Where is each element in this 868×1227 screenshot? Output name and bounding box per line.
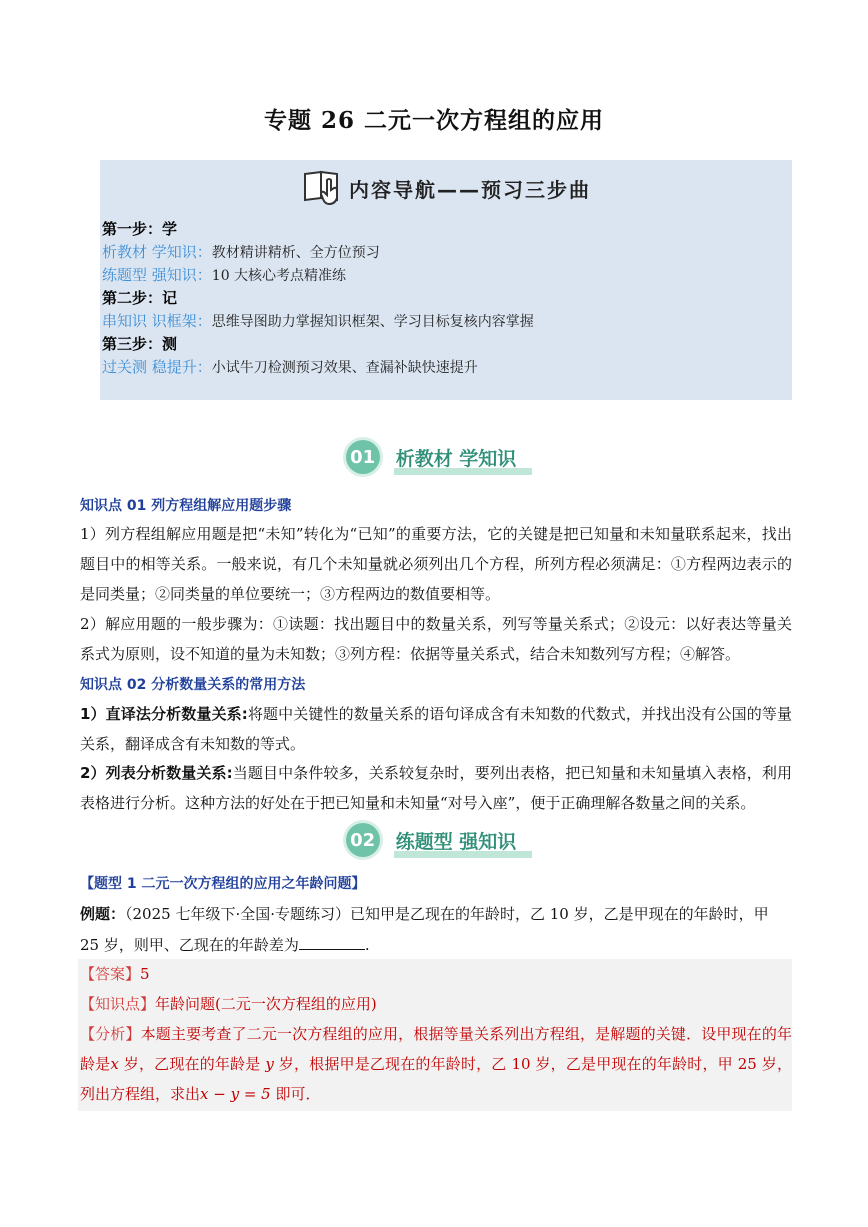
knowledge-paragraph (80, 699, 792, 759)
method-text: 当题目中条件较多，关系较复杂时，要列出表格，把已知量和未知量填入表格，利用表格进行分析。这种方法的好处在于把已知量和未知量“对号入座”，便于正确理解各数量之间的关系。 (80, 764, 792, 812)
nav-item (102, 310, 534, 333)
section-label: 析教材 学知识 (390, 444, 523, 471)
answer-blank (299, 931, 365, 950)
nav-item (102, 356, 534, 379)
method-lead: 1）直译法分析数量关系: (80, 705, 248, 723)
nav-item-tag: 析教材 学知识： (102, 243, 212, 261)
analysis-text: 本题主要考查了二元一次方程组的应用，根据等量关系列出方程组，是解题的关键．设甲现在的年龄是 (80, 1025, 792, 1073)
knowledge-point-row (80, 989, 792, 1019)
analysis-text: 岁，乙现在的年龄是 (118, 1055, 266, 1073)
example-end: . (364, 936, 370, 954)
section-banner-02 (0, 820, 868, 860)
nav-item-desc: 小试牛刀检测预习效果、查漏补缺快速提升 (211, 360, 478, 376)
section-banner-01 (0, 437, 868, 477)
example-question (80, 899, 792, 961)
var-x: x (110, 1055, 119, 1073)
var-y: y (265, 1055, 274, 1073)
book-pointer-icon (301, 166, 345, 210)
page-title: 专题 26 二元一次方程组的应用 (263, 107, 605, 134)
knowledge-point-title: 知识点 02 分析数量关系的常用方法 (80, 677, 306, 693)
nav-lines (102, 218, 534, 379)
nav-item-desc: 10 大核心考点精准练 (211, 268, 347, 284)
knowledge-paragraph (80, 758, 792, 818)
nav-header-text: 内容导航——预习三步曲 (349, 177, 591, 202)
nav-item-tag: 练题型 强知识： (102, 266, 212, 284)
section-number-badge: 01 (346, 440, 380, 474)
nav-item-desc: 教材精讲精析、全方位预习 (211, 245, 380, 261)
kp-label: 【知识点】 (80, 995, 156, 1013)
knowledge-paragraph: 2）解应用题的一般步骤为：①读题：找出题目中的数量关系，列写等量关系式；②设元：以好表达等量关系式为原则，设不知道的量为未知数；③列方程：依据等量关系式，结合未知数列写方程；④解答。 (80, 615, 792, 663)
step-label: 第三步：测 (102, 335, 178, 353)
answer-value: 5 (140, 965, 150, 983)
nav-item-tag: 过关测 稳提升： (102, 358, 212, 376)
step-label: 第二步：记 (102, 289, 178, 307)
content-navigation-box (100, 160, 792, 400)
analysis-row (80, 1019, 792, 1109)
nav-step-3 (102, 333, 534, 356)
section-number-badge: 02 (346, 823, 380, 857)
answer-label: 【答案】 (80, 965, 141, 983)
question-type-title: 【题型 1 二元一次方程组的应用之年龄问题】 (80, 876, 366, 892)
nav-step-1 (102, 218, 534, 241)
knowledge-point-title: 知识点 01 列方程组解应用题步骤 (80, 498, 292, 514)
answer-row (80, 959, 792, 989)
formula: x − y = 5 (200, 1085, 271, 1103)
example-text: （2025 七年级下·全国·专题练习）已知甲是乙现在的年龄时，乙 10 岁，乙是甲现在的年龄时，甲 25 岁，则甲、乙现在的年龄差为 (80, 905, 769, 954)
analysis-label: 【分析】 (80, 1025, 141, 1043)
answer-box (78, 959, 792, 1111)
section-label: 练题型 强知识 (390, 827, 523, 854)
nav-item-tag: 串知识 识框架： (102, 312, 212, 330)
example-lead: 例题： (80, 905, 126, 923)
nav-step-2 (102, 287, 534, 310)
method-text: 将题中关键性的数量关系的语句译成含有未知数的代数式，并找出没有公国的等量关系，翻译成含有未知数的等式。 (80, 705, 793, 753)
analysis-text: 岁，根据甲是乙现在的年龄时，乙 10 岁，乙是甲现在的年龄时，甲 25 岁，列出方程组，求出 (80, 1055, 792, 1103)
analysis-text: 即可． (270, 1085, 321, 1103)
nav-header (100, 168, 792, 208)
nav-item-desc: 思维导图助力掌握知识框架、学习目标复核内容掌握 (211, 314, 534, 330)
nav-item (102, 241, 534, 264)
method-lead: 2）列表分析数量关系: (80, 764, 233, 782)
step-label: 第一步：学 (102, 220, 178, 238)
kp-value: 年龄问题(二元一次方程组的应用) (155, 995, 377, 1013)
nav-item (102, 264, 534, 287)
knowledge-paragraph: 1）列方程组解应用题是把“未知”转化为“已知”的重要方法，它的关键是把已知量和未知量联系起来，找出题目中的相等关系。一般来说，有几个未知量就必须列出几个方程，所列方程必须满足：①方程两边表示的是同类量；②同类量的单位要统一；③方程两边的数值要相等。 (80, 525, 792, 603)
